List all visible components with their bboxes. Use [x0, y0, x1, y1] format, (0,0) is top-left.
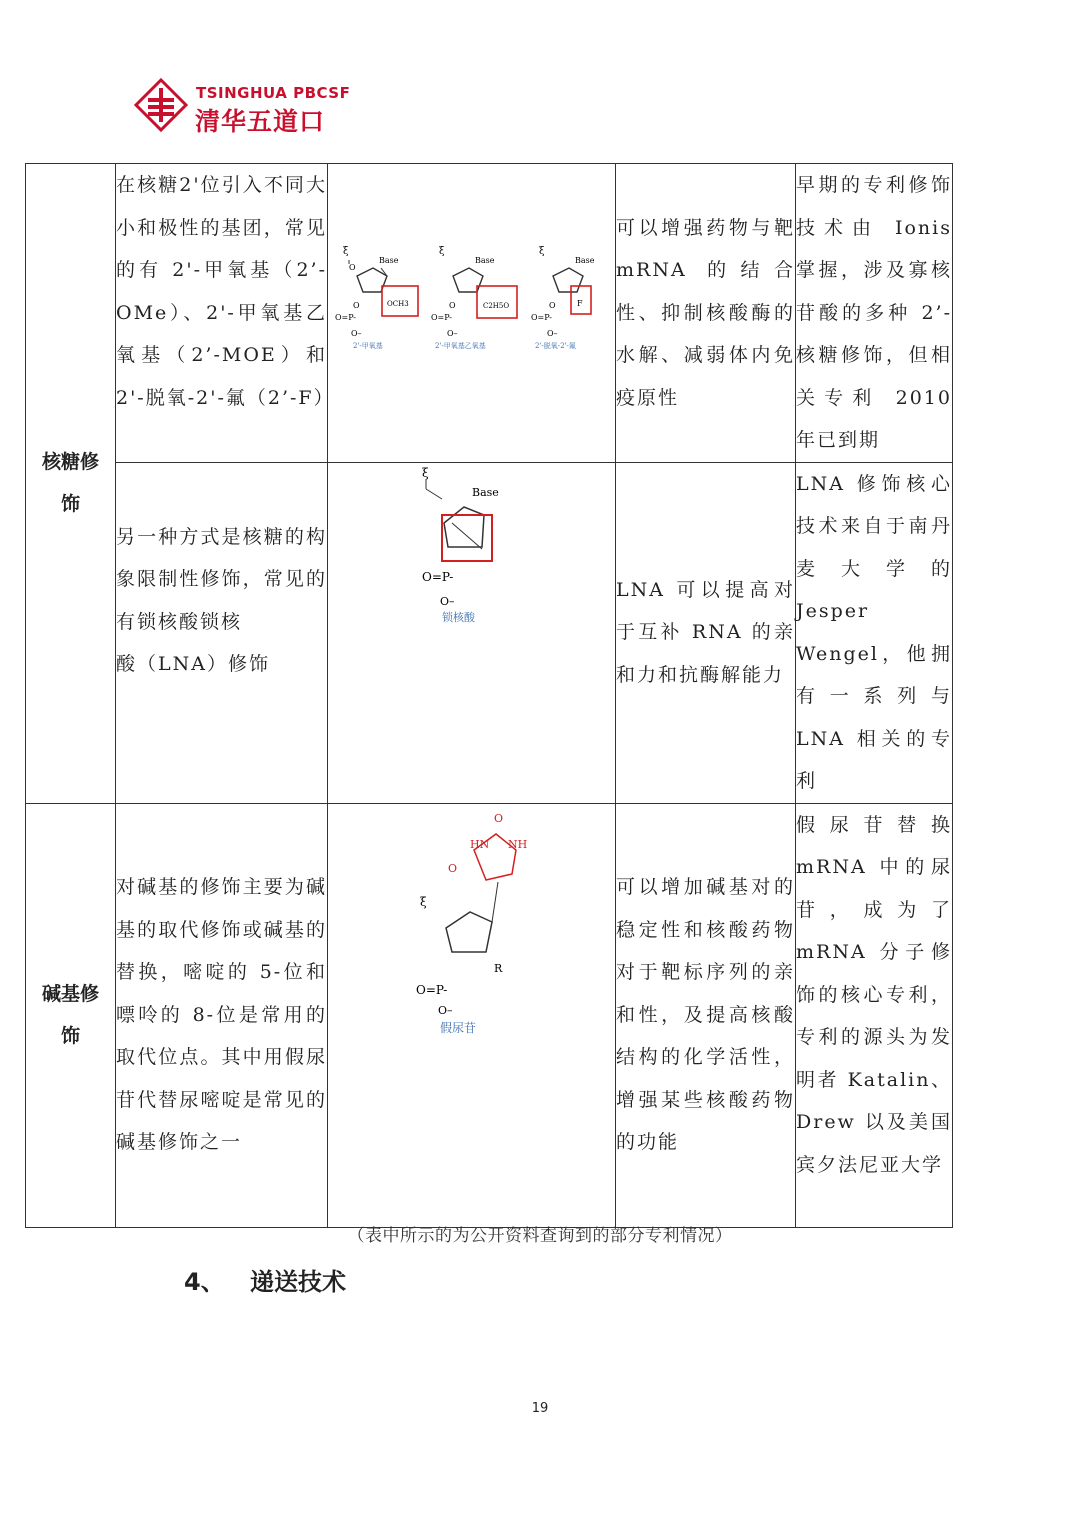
svg-text:O=P-: O=P- [430, 312, 452, 322]
base-effect: 可以增加碱基对的稳定性和核酸药物对于靶标序列的亲和性，及提高核酸结构的化学活性，增强某些核酸药物的功能 [616, 803, 796, 1227]
pseudouridine-structure [328, 803, 616, 1227]
svg-text:O=P-: O=P- [530, 312, 552, 322]
svg-text:O–: O– [350, 328, 362, 338]
table-row [26, 164, 953, 463]
svg-text:ξ: ξ [342, 245, 349, 257]
svg-text:HN: HN [469, 837, 489, 851]
svg-text:O=P-: O=P- [334, 312, 356, 322]
svg-text:Base: Base [471, 485, 499, 499]
svg-text:Base: Base [474, 255, 494, 265]
2-ome-structure [335, 246, 418, 350]
svg-text:O–: O– [446, 328, 458, 338]
svg-text:Base: Base [574, 255, 594, 265]
logo-chinese-text: 清华五道口 [195, 107, 326, 136]
svg-text:ξ: ξ [538, 245, 545, 257]
svg-text:NH: NH [507, 837, 527, 851]
svg-text:OCH3: OCH3 [386, 299, 409, 308]
svg-text:ξ: ξ [421, 465, 429, 480]
section-number: 4、 [184, 1268, 225, 1296]
svg-text:R: R [493, 961, 502, 975]
svg-text:O: O [348, 262, 356, 272]
svg-text:2'-甲氧基: 2'-甲氧基 [352, 341, 383, 350]
svg-text:O=P-: O=P- [415, 982, 447, 997]
ribose-2prime-description: 在核糖2'位引入不同大小和极性的基团，常见的有 2'-甲氧基（2’-OMe）、2'-甲氧基乙氧基（2’-MOE）和 2'-脱氧-2'-氟（2’-F） [116, 164, 328, 463]
2-fluoro-structure [531, 246, 595, 350]
table-caption: （表中所示的为公开资料查询到的部分专利情况） [347, 1226, 733, 1246]
svg-text:ξ: ξ [419, 894, 427, 909]
lna-description: 另一种方式是核糖的构象限制性修饰，常见的有锁核酸锁核 酸（LNA）修饰 [116, 462, 328, 803]
svg-text:Base: Base [378, 255, 398, 265]
svg-text:F: F [576, 298, 583, 308]
table-row [26, 462, 953, 803]
2-moe-structure [431, 246, 517, 350]
section-title: 递送技术 [250, 1268, 346, 1296]
svg-text:C2H5O: C2H5O [482, 301, 509, 310]
svg-text:O: O [448, 300, 456, 310]
tsinghua-logo-icon [134, 78, 188, 132]
svg-text:锁核酸: 锁核酸 [441, 610, 475, 624]
lna-structure [328, 462, 616, 803]
svg-text:O–: O– [546, 328, 558, 338]
category-ribose: 核糖修饰 [26, 164, 116, 804]
svg-text:O: O [447, 861, 457, 875]
svg-text:O: O [548, 300, 556, 310]
svg-text:ξ: ξ [438, 245, 445, 257]
table-row [26, 803, 953, 1227]
lna-patent: LNA 修饰核心技术来自于南丹麦大学的 Jesper Wengel，他拥有一系列与 LNA 相关的专利 [796, 462, 953, 803]
ribose-2prime-structures [328, 164, 616, 463]
page-number: 19 [531, 1401, 549, 1416]
svg-text:O: O [493, 811, 503, 825]
patent-table [25, 163, 953, 1228]
ribose-2prime-structure-diagram [329, 246, 615, 376]
svg-text:O–: O– [439, 594, 455, 608]
pseudouridine-structure-diagram [412, 804, 532, 1035]
svg-text:O=P-: O=P- [421, 569, 453, 584]
base-patent: 假尿苷替换 mRNA 中的尿苷，成为了 mRNA 分子修饰的核心专利，专利的源头为发明者 Katalin、Drew 以及美国宾夕法尼亚大学 [796, 803, 953, 1227]
ribose-2prime-patent: 早期的专利修饰技术由 Ionis 掌握，涉及寡核苷酸的多种 2’-核糖修饰，但相关专利 2010 年已到期 [796, 164, 953, 463]
logo [134, 78, 354, 134]
svg-text:O: O [352, 300, 360, 310]
svg-text:2'-脱氧-2'-氟: 2'-脱氧-2'-氟 [534, 341, 576, 350]
svg-text:O–: O– [437, 1003, 453, 1017]
ribose-2prime-effect: 可以增强药物与靶 mRNA 的结合性、抑制核酸酶的水解、减弱体内免疫原性 [616, 164, 796, 463]
base-description: 对碱基的修饰主要为碱基的取代修饰或碱基的替换，嘧啶的 5-位和嘌呤的 8-位是常用的取代位点。其中用假尿苷代替尿嘧啶是常见的碱基修饰之一 [116, 803, 328, 1227]
lna-effect: LNA 可以提高对于互补 RNA 的亲和力和抗酶解能力 [616, 462, 796, 803]
section-heading [184, 1262, 346, 1297]
svg-text:假尿苷: 假尿苷 [439, 1020, 476, 1035]
logo-english-text: TSINGHUA PBCSF [196, 84, 351, 102]
lna-structure-diagram [412, 463, 532, 633]
svg-text:2'-甲氧基乙氧基: 2'-甲氧基乙氧基 [434, 341, 486, 350]
category-base: 碱基修饰 [26, 803, 116, 1227]
